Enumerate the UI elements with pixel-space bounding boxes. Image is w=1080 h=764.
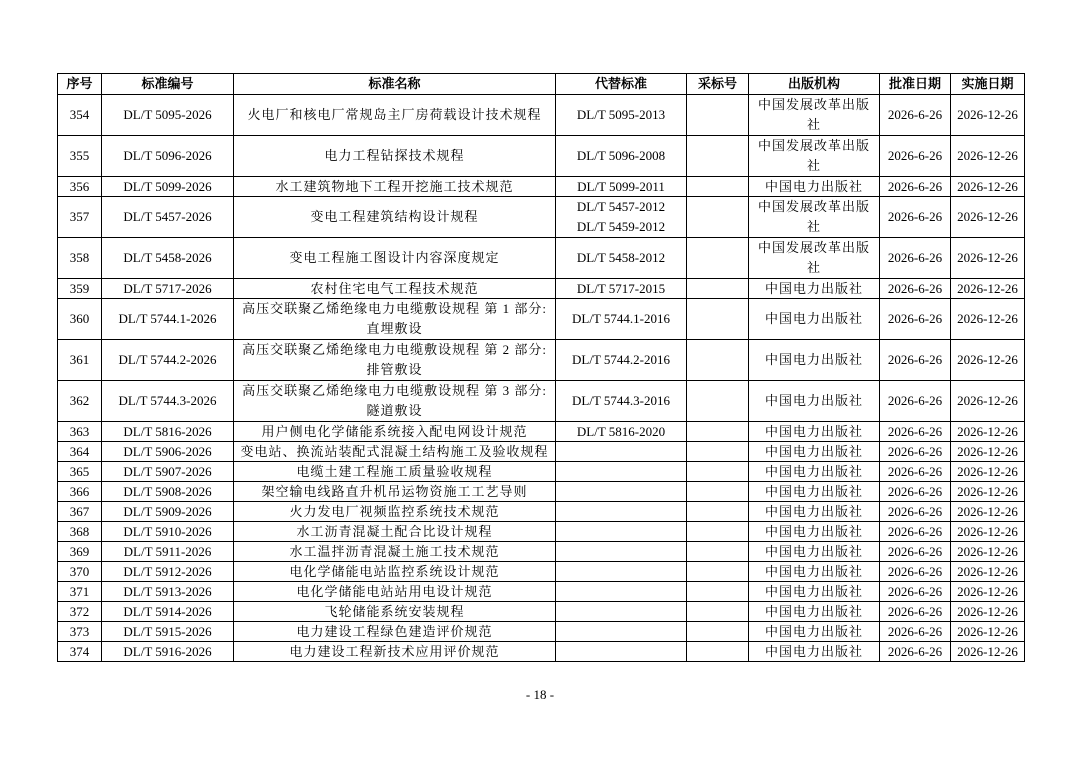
cell-name-line: 变电工程施工图设计内容深度规定 (289, 250, 500, 265)
cell-name-line: 电化学储能电站监控系统设计规范 (289, 564, 500, 579)
cell-effective: 2026-12-26 (951, 542, 1025, 562)
cell-replaces (556, 542, 687, 562)
cell-name (234, 422, 556, 442)
table-row (58, 197, 1025, 238)
cell-name-line: 火力发电厂视频监控系统技术规范 (289, 504, 500, 519)
standards-table (57, 73, 1025, 662)
column-header-adopted: 采标号 (687, 74, 749, 95)
cell-publisher (749, 522, 880, 542)
cell-code: DL/T 5096-2026 (102, 136, 234, 177)
cell-publisher-line: 中国电力出版社 (764, 393, 863, 408)
column-header-name: 标准名称 (234, 74, 556, 95)
cell-effective: 2026-12-26 (951, 136, 1025, 177)
cell-code: DL/T 5913-2026 (102, 582, 234, 602)
cell-effective: 2026-12-26 (951, 340, 1025, 381)
cell-serial: 356 (58, 177, 102, 197)
cell-name-line: 电缆土建工程施工质量验收规程 (296, 464, 493, 479)
cell-replaces-line: DL/T 5457-2012 (576, 199, 666, 214)
cell-publisher (749, 462, 880, 482)
cell-replaces-line: DL/T 5744.2-2016 (572, 352, 670, 367)
cell-adopted (687, 340, 749, 381)
table-row (58, 422, 1025, 442)
cell-name (234, 642, 556, 662)
cell-serial: 373 (58, 622, 102, 642)
cell-name-line: 电化学储能电站站用电设计规范 (296, 584, 493, 599)
cell-replaces-line: DL/T 5096-2008 (576, 148, 666, 163)
cell-effective: 2026-12-26 (951, 177, 1025, 197)
cell-serial: 367 (58, 502, 102, 522)
cell-serial: 363 (58, 422, 102, 442)
cell-effective: 2026-12-26 (951, 522, 1025, 542)
cell-publisher (749, 299, 880, 340)
cell-effective: 2026-12-26 (951, 462, 1025, 482)
cell-adopted (687, 279, 749, 299)
cell-publisher-line: 中国电力出版社 (764, 424, 863, 439)
table-row (58, 642, 1025, 662)
cell-effective: 2026-12-26 (951, 299, 1025, 340)
cell-publisher-line: 中国电力出版社 (764, 352, 863, 367)
cell-replaces (556, 442, 687, 462)
table-row (58, 442, 1025, 462)
cell-replaces (556, 177, 687, 197)
cell-serial: 371 (58, 582, 102, 602)
cell-replaces-line: DL/T 5099-2011 (577, 179, 665, 194)
cell-approved: 2026-6-26 (880, 299, 951, 340)
cell-code: DL/T 5906-2026 (102, 442, 234, 462)
cell-replaces (556, 502, 687, 522)
cell-adopted (687, 602, 749, 622)
cell-adopted (687, 642, 749, 662)
cell-code: DL/T 5717-2026 (102, 279, 234, 299)
cell-publisher (749, 602, 880, 622)
cell-code: DL/T 5816-2026 (102, 422, 234, 442)
cell-adopted (687, 442, 749, 462)
cell-publisher-line: 社 (806, 260, 821, 275)
cell-approved: 2026-6-26 (880, 502, 951, 522)
table-row (58, 279, 1025, 299)
cell-name (234, 462, 556, 482)
cell-replaces (556, 482, 687, 502)
cell-name-line: 电力工程钻探技术规程 (324, 148, 465, 163)
table-row (58, 582, 1025, 602)
cell-name (234, 622, 556, 642)
cell-publisher (749, 622, 880, 642)
cell-effective: 2026-12-26 (951, 238, 1025, 279)
cell-approved: 2026-6-26 (880, 177, 951, 197)
cell-name (234, 542, 556, 562)
cell-effective: 2026-12-26 (951, 422, 1025, 442)
cell-serial: 369 (58, 542, 102, 562)
table-body (58, 95, 1025, 662)
cell-serial: 365 (58, 462, 102, 482)
cell-serial: 359 (58, 279, 102, 299)
cell-publisher (749, 542, 880, 562)
cell-name (234, 197, 556, 238)
cell-serial: 355 (58, 136, 102, 177)
cell-effective: 2026-12-26 (951, 642, 1025, 662)
cell-effective: 2026-12-26 (951, 381, 1025, 422)
cell-serial: 357 (58, 197, 102, 238)
cell-code: DL/T 5916-2026 (102, 642, 234, 662)
table-row (58, 177, 1025, 197)
cell-serial: 362 (58, 381, 102, 422)
cell-name (234, 522, 556, 542)
cell-publisher-line: 中国电力出版社 (764, 624, 863, 639)
cell-name-line: 直埋敷设 (366, 321, 423, 336)
cell-code: DL/T 5457-2026 (102, 197, 234, 238)
table-row (58, 542, 1025, 562)
cell-name-line: 电力建设工程绿色建造评价规范 (296, 624, 493, 639)
cell-code: DL/T 5912-2026 (102, 562, 234, 582)
cell-adopted (687, 562, 749, 582)
cell-publisher-line: 中国电力出版社 (764, 444, 863, 459)
cell-publisher-line: 中国电力出版社 (764, 179, 863, 194)
cell-publisher-line: 中国电力出版社 (764, 464, 863, 479)
cell-adopted (687, 462, 749, 482)
cell-code: DL/T 5095-2026 (102, 95, 234, 136)
cell-approved: 2026-6-26 (880, 381, 951, 422)
cell-approved: 2026-6-26 (880, 340, 951, 381)
cell-approved: 2026-6-26 (880, 238, 951, 279)
cell-adopted (687, 542, 749, 562)
cell-name (234, 602, 556, 622)
cell-replaces (556, 340, 687, 381)
cell-replaces (556, 642, 687, 662)
cell-name-line: 火电厂和核电厂常规岛主厂房荷载设计技术规程 (247, 107, 542, 122)
cell-adopted (687, 522, 749, 542)
cell-adopted (687, 381, 749, 422)
table-row (58, 562, 1025, 582)
cell-name-line: 用户侧电化学储能系统接入配电网设计规范 (261, 424, 528, 439)
cell-publisher (749, 136, 880, 177)
column-header-replaces: 代替标准 (556, 74, 687, 95)
table-row (58, 622, 1025, 642)
cell-effective: 2026-12-26 (951, 95, 1025, 136)
cell-adopted (687, 482, 749, 502)
table-header-row (58, 74, 1025, 95)
cell-publisher-line: 中国电力出版社 (764, 544, 863, 559)
cell-replaces (556, 462, 687, 482)
cell-name-line: 高压交联聚乙烯绝缘电力电缆敷设规程 第 1 部分: (242, 301, 547, 316)
cell-approved: 2026-6-26 (880, 622, 951, 642)
cell-effective: 2026-12-26 (951, 582, 1025, 602)
column-header-effective: 实施日期 (951, 74, 1025, 95)
cell-name (234, 442, 556, 462)
cell-approved: 2026-6-26 (880, 279, 951, 299)
cell-replaces-line: DL/T 5459-2012 (576, 219, 666, 234)
cell-replaces (556, 197, 687, 238)
cell-publisher-line: 社 (806, 219, 821, 234)
cell-code: DL/T 5744.2-2026 (102, 340, 234, 381)
table-row (58, 238, 1025, 279)
cell-approved: 2026-6-26 (880, 602, 951, 622)
cell-replaces (556, 95, 687, 136)
cell-publisher (749, 642, 880, 662)
cell-code: DL/T 5458-2026 (102, 238, 234, 279)
cell-replaces (556, 602, 687, 622)
cell-replaces (556, 522, 687, 542)
cell-replaces (556, 381, 687, 422)
cell-serial: 370 (58, 562, 102, 582)
cell-name (234, 340, 556, 381)
cell-code: DL/T 5914-2026 (102, 602, 234, 622)
cell-serial: 372 (58, 602, 102, 622)
cell-code: DL/T 5909-2026 (102, 502, 234, 522)
cell-code: DL/T 5911-2026 (102, 542, 234, 562)
cell-replaces-line: DL/T 5717-2015 (576, 281, 666, 296)
cell-serial: 354 (58, 95, 102, 136)
column-header-code: 标准编号 (102, 74, 234, 95)
cell-approved: 2026-6-26 (880, 95, 951, 136)
cell-publisher (749, 238, 880, 279)
cell-effective: 2026-12-26 (951, 482, 1025, 502)
cell-publisher-line: 中国发展改革出版 (757, 138, 870, 153)
cell-name (234, 582, 556, 602)
cell-publisher-line: 中国电力出版社 (764, 604, 863, 619)
cell-publisher-line: 社 (806, 158, 821, 173)
cell-publisher-line: 中国电力出版社 (764, 564, 863, 579)
cell-approved: 2026-6-26 (880, 562, 951, 582)
cell-publisher (749, 562, 880, 582)
cell-name-line: 飞轮储能系统安装规程 (324, 604, 465, 619)
cell-name (234, 562, 556, 582)
column-header-publisher: 出版机构 (749, 74, 880, 95)
cell-approved: 2026-6-26 (880, 422, 951, 442)
cell-name (234, 299, 556, 340)
cell-name-line: 排管敷设 (366, 362, 423, 377)
table-row (58, 299, 1025, 340)
cell-adopted (687, 422, 749, 442)
table-row (58, 136, 1025, 177)
cell-effective: 2026-12-26 (951, 442, 1025, 462)
cell-code: DL/T 5915-2026 (102, 622, 234, 642)
table-row (58, 482, 1025, 502)
table-row (58, 522, 1025, 542)
cell-adopted (687, 299, 749, 340)
cell-approved: 2026-6-26 (880, 542, 951, 562)
cell-effective: 2026-12-26 (951, 279, 1025, 299)
cell-approved: 2026-6-26 (880, 582, 951, 602)
cell-name (234, 177, 556, 197)
cell-replaces (556, 299, 687, 340)
cell-publisher-line: 中国电力出版社 (764, 281, 863, 296)
cell-publisher (749, 177, 880, 197)
cell-adopted (687, 582, 749, 602)
cell-replaces (556, 582, 687, 602)
cell-serial: 366 (58, 482, 102, 502)
cell-serial: 374 (58, 642, 102, 662)
cell-publisher (749, 502, 880, 522)
cell-code: DL/T 5908-2026 (102, 482, 234, 502)
table-row (58, 462, 1025, 482)
table-row (58, 95, 1025, 136)
cell-adopted (687, 622, 749, 642)
cell-name-line: 水工沥青混凝土配合比设计规程 (296, 524, 493, 539)
table-row (58, 381, 1025, 422)
cell-name-line: 水工温拌沥青混凝土施工技术规范 (289, 544, 500, 559)
cell-replaces-line: DL/T 5458-2012 (576, 250, 666, 265)
cell-publisher (749, 95, 880, 136)
cell-replaces (556, 622, 687, 642)
cell-name-line: 隧道敷设 (366, 403, 423, 418)
cell-replaces-line: DL/T 5744.1-2016 (572, 311, 670, 326)
cell-publisher-line: 中国电力出版社 (764, 524, 863, 539)
cell-name-line: 高压交联聚乙烯绝缘电力电缆敷设规程 第 3 部分: (242, 383, 547, 398)
cell-serial: 368 (58, 522, 102, 542)
cell-publisher-line: 中国电力出版社 (764, 504, 863, 519)
cell-name (234, 279, 556, 299)
column-header-serial: 序号 (58, 74, 102, 95)
cell-publisher-line: 中国电力出版社 (764, 311, 863, 326)
table-row (58, 502, 1025, 522)
cell-approved: 2026-6-26 (880, 136, 951, 177)
cell-publisher-line: 中国电力出版社 (764, 584, 863, 599)
cell-replaces-line: DL/T 5095-2013 (576, 107, 666, 122)
cell-serial: 364 (58, 442, 102, 462)
cell-approved: 2026-6-26 (880, 197, 951, 238)
cell-effective: 2026-12-26 (951, 602, 1025, 622)
cell-name-line: 架空输电线路直升机吊运物资施工工艺导则 (261, 484, 528, 499)
cell-replaces (556, 136, 687, 177)
cell-code: DL/T 5744.1-2026 (102, 299, 234, 340)
cell-name-line: 高压交联聚乙烯绝缘电力电缆敷设规程 第 2 部分: (242, 342, 547, 357)
column-header-approved: 批准日期 (880, 74, 951, 95)
cell-serial: 360 (58, 299, 102, 340)
page-number: - 18 - (525, 687, 555, 702)
cell-publisher (749, 582, 880, 602)
cell-publisher (749, 340, 880, 381)
cell-code: DL/T 5099-2026 (102, 177, 234, 197)
cell-publisher (749, 482, 880, 502)
cell-effective: 2026-12-26 (951, 562, 1025, 582)
cell-replaces (556, 422, 687, 442)
cell-publisher (749, 442, 880, 462)
cell-adopted (687, 238, 749, 279)
cell-adopted (687, 177, 749, 197)
table-row (58, 340, 1025, 381)
cell-adopted (687, 136, 749, 177)
cell-name (234, 238, 556, 279)
cell-approved: 2026-6-26 (880, 462, 951, 482)
cell-name (234, 482, 556, 502)
cell-name (234, 95, 556, 136)
cell-replaces-line: DL/T 5744.3-2016 (572, 393, 670, 408)
cell-name-line: 农村住宅电气工程技术规范 (310, 281, 479, 296)
cell-name (234, 136, 556, 177)
cell-publisher-line: 中国电力出版社 (764, 484, 863, 499)
cell-effective: 2026-12-26 (951, 197, 1025, 238)
cell-replaces-line: DL/T 5816-2020 (576, 424, 666, 439)
cell-adopted (687, 95, 749, 136)
cell-adopted (687, 197, 749, 238)
cell-publisher (749, 197, 880, 238)
cell-replaces (556, 238, 687, 279)
cell-name (234, 381, 556, 422)
cell-publisher-line: 社 (806, 117, 821, 132)
cell-name-line: 电力建设工程新技术应用评价规范 (289, 644, 500, 659)
cell-effective: 2026-12-26 (951, 622, 1025, 642)
cell-replaces (556, 279, 687, 299)
cell-approved: 2026-6-26 (880, 522, 951, 542)
cell-publisher-line: 中国发展改革出版 (757, 240, 870, 255)
cell-publisher (749, 422, 880, 442)
cell-adopted (687, 502, 749, 522)
cell-name-line: 变电站、换流站装配式混凝土结构施工及验收规程 (240, 444, 549, 459)
cell-approved: 2026-6-26 (880, 642, 951, 662)
cell-publisher-line: 中国电力出版社 (764, 644, 863, 659)
cell-serial: 361 (58, 340, 102, 381)
cell-serial: 358 (58, 238, 102, 279)
cell-effective: 2026-12-26 (951, 502, 1025, 522)
cell-publisher-line: 中国发展改革出版 (757, 199, 870, 214)
cell-code: DL/T 5910-2026 (102, 522, 234, 542)
cell-name (234, 502, 556, 522)
cell-approved: 2026-6-26 (880, 442, 951, 462)
cell-publisher-line: 中国发展改革出版 (757, 97, 870, 112)
cell-name-line: 变电工程建筑结构设计规程 (310, 209, 479, 224)
cell-publisher (749, 279, 880, 299)
cell-publisher (749, 381, 880, 422)
cell-approved: 2026-6-26 (880, 482, 951, 502)
table-row (58, 602, 1025, 622)
cell-replaces (556, 562, 687, 582)
cell-code: DL/T 5907-2026 (102, 462, 234, 482)
cell-code: DL/T 5744.3-2026 (102, 381, 234, 422)
cell-name-line: 水工建筑物地下工程开挖施工技术规范 (275, 179, 514, 194)
